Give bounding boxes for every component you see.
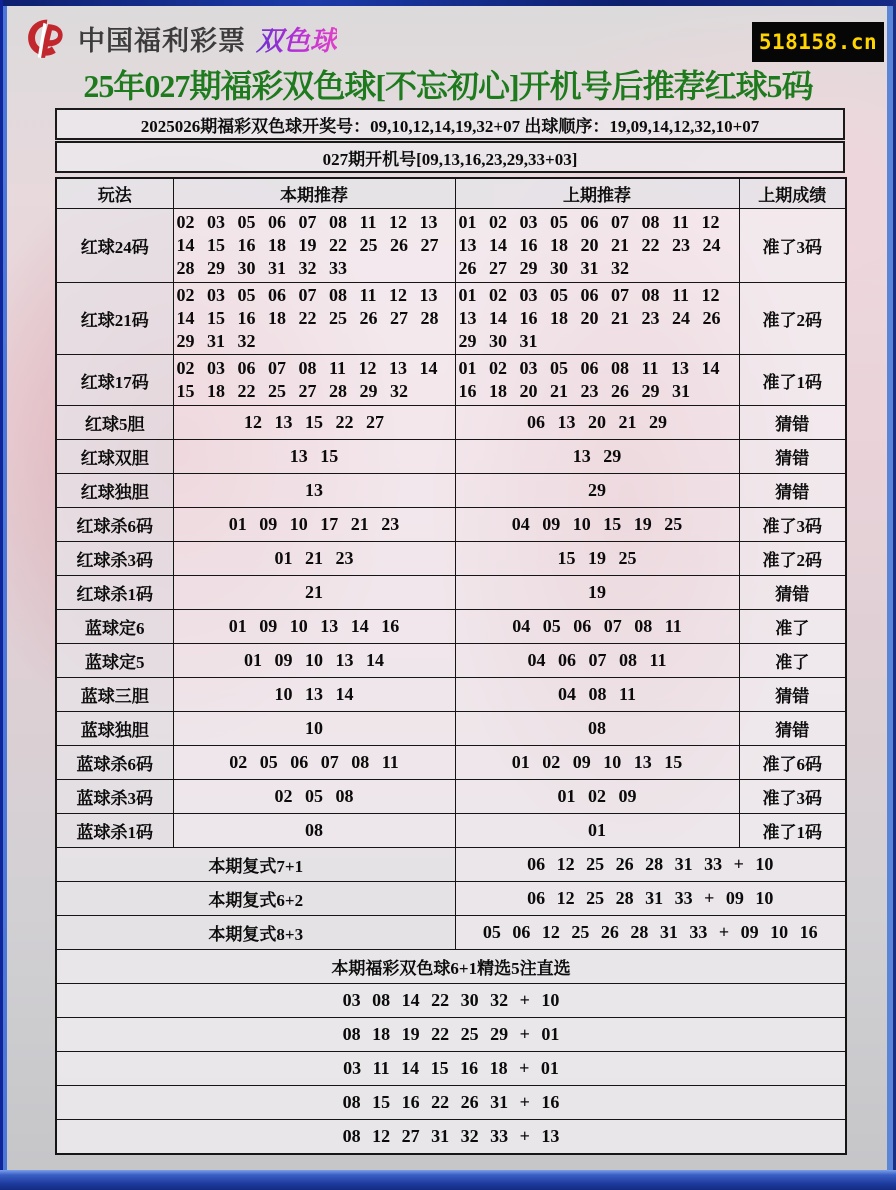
previous-result: 准了6码 [739, 746, 846, 780]
col-header-play: 玩法 [56, 178, 173, 209]
previous-result: 猜错 [739, 712, 846, 746]
previous-result: 猜错 [739, 440, 846, 474]
previous-result: 准了1码 [739, 355, 846, 406]
previous-result: 准了3码 [739, 508, 846, 542]
pick-numbers: 08 12 27 31 32 33 + 13 [56, 1120, 846, 1155]
machine-number-info: 027期开机号[09,13,16,23,29,33+03] [55, 141, 845, 173]
fushi-label: 本期复式8+3 [56, 916, 455, 950]
play-name: 红球杀1码 [56, 576, 173, 610]
current-recommendation: 08 [173, 814, 455, 848]
pick-row [56, 1120, 846, 1155]
previous-result: 准了 [739, 644, 846, 678]
fushi-numbers: 06 12 25 26 28 31 33 + 10 [455, 848, 846, 882]
table-row [56, 576, 846, 610]
current-recommendation: 01 09 10 17 21 23 [173, 508, 455, 542]
fushi-row [56, 916, 846, 950]
current-recommendation: 10 [173, 712, 455, 746]
play-name: 蓝球杀3码 [56, 780, 173, 814]
previous-recommendation: 01 02 03 05 06 07 08 11 12 13 14 16 18 20 21 22 23 24 26 27 29 30 31 32 [455, 209, 739, 283]
play-name: 蓝球三胆 [56, 678, 173, 712]
fushi-row [56, 882, 846, 916]
play-name: 蓝球独胆 [56, 712, 173, 746]
page-title: 25年027期福彩双色球[不忘初心]开机号后推荐红球5码 [83, 68, 813, 104]
previous-result: 准了 [739, 610, 846, 644]
previous-result: 准了2码 [739, 542, 846, 576]
fushi-numbers: 05 06 12 25 26 28 31 33 + 09 10 16 [455, 916, 846, 950]
previous-result: 猜错 [739, 576, 846, 610]
play-name: 红球24码 [56, 209, 173, 283]
page-border-top [0, 0, 896, 6]
previous-result: 猜错 [739, 678, 846, 712]
site-domain-badge: 518158.cn [752, 22, 884, 62]
cp-lottery-logo-icon [22, 15, 68, 61]
play-name: 红球独胆 [56, 474, 173, 508]
col-header-current: 本期推荐 [173, 178, 455, 209]
previous-recommendation: 04 09 10 15 19 25 [455, 508, 739, 542]
previous-recommendation: 29 [455, 474, 739, 508]
brand-text: 中国福利彩票 [78, 25, 246, 56]
play-name: 红球17码 [56, 355, 173, 406]
play-name: 红球21码 [56, 283, 173, 355]
play-name: 蓝球杀1码 [56, 814, 173, 848]
previous-recommendation: 01 [455, 814, 739, 848]
previous-recommendation: 06 13 20 21 29 [455, 406, 739, 440]
play-name: 红球5胆 [56, 406, 173, 440]
table-row [56, 508, 846, 542]
current-recommendation: 13 15 [173, 440, 455, 474]
current-recommendation: 02 03 05 06 07 08 11 12 13 14 15 16 18 19 22 25 26 27 28 29 30 31 32 33 [173, 209, 455, 283]
play-name: 红球双胆 [56, 440, 173, 474]
previous-recommendation: 04 08 11 [455, 678, 739, 712]
current-recommendation: 21 [173, 576, 455, 610]
previous-result: 准了1码 [739, 814, 846, 848]
page-border-right-inner [887, 6, 893, 1170]
previous-recommendation: 19 [455, 576, 739, 610]
table-row [56, 780, 846, 814]
col-header-previous: 上期推荐 [455, 178, 739, 209]
table-row [56, 678, 846, 712]
fushi-label: 本期复式7+1 [56, 848, 455, 882]
previous-recommendation: 04 05 06 07 08 11 [455, 610, 739, 644]
current-recommendation: 02 03 06 07 08 11 12 13 14 15 18 22 25 27 28 29 32 [173, 355, 455, 406]
current-recommendation: 12 13 15 22 27 [173, 406, 455, 440]
final-section-title: 本期福彩双色球6+1精选5注直选 [56, 950, 846, 984]
pick-row [56, 1018, 846, 1052]
pick-row [56, 1086, 846, 1120]
final-section-title-row [56, 950, 846, 984]
play-name: 蓝球定6 [56, 610, 173, 644]
previous-result: 准了2码 [739, 283, 846, 355]
table-row [56, 644, 846, 678]
previous-recommendation: 01 02 09 [455, 780, 739, 814]
pick-numbers: 03 11 14 15 16 18 + 01 [56, 1052, 846, 1086]
current-recommendation: 01 21 23 [173, 542, 455, 576]
fushi-label: 本期复式6+2 [56, 882, 455, 916]
current-recommendation: 10 13 14 [173, 678, 455, 712]
table-row [56, 440, 846, 474]
table-row [56, 209, 846, 283]
recommendation-table [55, 177, 847, 1155]
table-row [56, 283, 846, 355]
table-row [56, 746, 846, 780]
pick-row [56, 984, 846, 1018]
previous-result: 猜错 [739, 406, 846, 440]
previous-result: 猜错 [739, 474, 846, 508]
table-row [56, 814, 846, 848]
previous-recommendation: 01 02 03 05 06 08 11 13 14 16 18 20 21 23 26 29 31 [455, 355, 739, 406]
table-row [56, 542, 846, 576]
pick-numbers: 03 08 14 22 30 32 + 10 [56, 984, 846, 1018]
table-row [56, 474, 846, 508]
previous-recommendation: 13 29 [455, 440, 739, 474]
play-name: 蓝球杀6码 [56, 746, 173, 780]
pick-numbers: 08 18 19 22 25 29 + 01 [56, 1018, 846, 1052]
current-recommendation: 01 09 10 13 14 [173, 644, 455, 678]
table-row [56, 712, 846, 746]
current-recommendation: 02 05 06 07 08 11 [173, 746, 455, 780]
previous-recommendation: 01 02 03 05 06 07 08 11 12 13 14 16 18 20 21 23 24 26 29 30 31 [455, 283, 739, 355]
table-row [56, 355, 846, 406]
current-recommendation: 13 [173, 474, 455, 508]
site-header [22, 12, 337, 64]
fushi-row [56, 848, 846, 882]
page-border-left-inner [3, 6, 7, 1170]
table-header-row [56, 178, 846, 209]
bottom-bar [0, 1170, 896, 1190]
table-row [56, 610, 846, 644]
table-row [56, 406, 846, 440]
current-recommendation: 02 03 05 06 07 08 11 12 13 14 15 16 18 22 25 26 27 28 29 31 32 [173, 283, 455, 355]
play-name: 蓝球定5 [56, 644, 173, 678]
last-draw-info: 2025026期福彩双色球开奖号：09,10,12,14,19,32+07 出球顺序：19,09,14,12,32,10+07 [55, 108, 845, 140]
current-recommendation: 01 09 10 13 14 16 [173, 610, 455, 644]
previous-recommendation: 04 06 07 08 11 [455, 644, 739, 678]
fushi-numbers: 06 12 25 28 31 33 + 09 10 [455, 882, 846, 916]
previous-result: 准了3码 [739, 780, 846, 814]
current-recommendation: 02 05 08 [173, 780, 455, 814]
previous-result: 准了3码 [739, 209, 846, 283]
pick-numbers: 08 15 16 22 26 31 + 16 [56, 1086, 846, 1120]
previous-recommendation: 01 02 09 10 13 15 [455, 746, 739, 780]
previous-recommendation: 08 [455, 712, 739, 746]
product-text: 双色球 [256, 19, 337, 58]
play-name: 红球杀3码 [56, 542, 173, 576]
play-name: 红球杀6码 [56, 508, 173, 542]
pick-row [56, 1052, 846, 1086]
col-header-result: 上期成绩 [739, 178, 846, 209]
previous-recommendation: 15 19 25 [455, 542, 739, 576]
